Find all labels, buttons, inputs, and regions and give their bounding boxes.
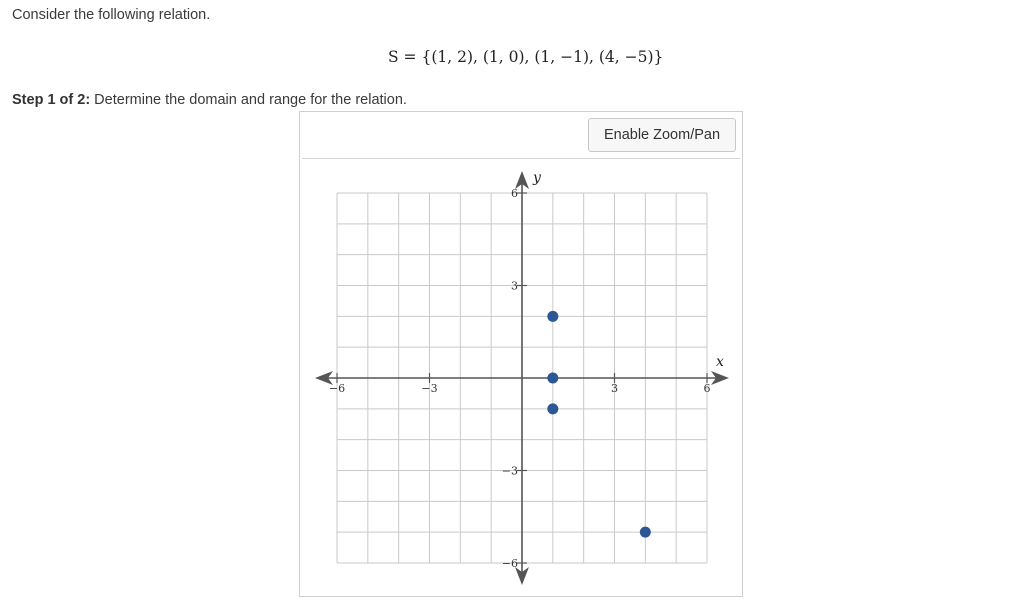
x-tick-label: 3 — [611, 382, 618, 395]
step-text: Determine the domain and range for the relation. — [90, 92, 407, 108]
x-axis-label: x — [716, 354, 724, 370]
relation-formula: S = {(1, 2), (1, 0), (1, −1), (4, −5)} — [388, 48, 664, 66]
y-tick-label: −3 — [501, 464, 518, 478]
y-axis-label: y — [533, 170, 541, 186]
step-label: Step 1 of 2: — [12, 92, 91, 108]
x-tick-label: −6 — [328, 382, 346, 395]
data-point — [640, 527, 651, 538]
y-tick-label: −6 — [501, 557, 518, 570]
y-tick-label: 6 — [511, 187, 518, 200]
x-tick-label: 6 — [703, 382, 711, 395]
data-points — [547, 311, 651, 538]
intro-text: Consider the following relation. — [12, 7, 211, 23]
data-point — [547, 403, 558, 414]
data-point — [547, 373, 558, 384]
axes — [315, 171, 729, 585]
x-tick-label: −3 — [421, 382, 438, 395]
y-tick-label: 3 — [511, 279, 518, 293]
data-point — [547, 311, 558, 322]
enable-zoom-pan-button[interactable]: Enable Zoom/Pan — [588, 118, 736, 152]
